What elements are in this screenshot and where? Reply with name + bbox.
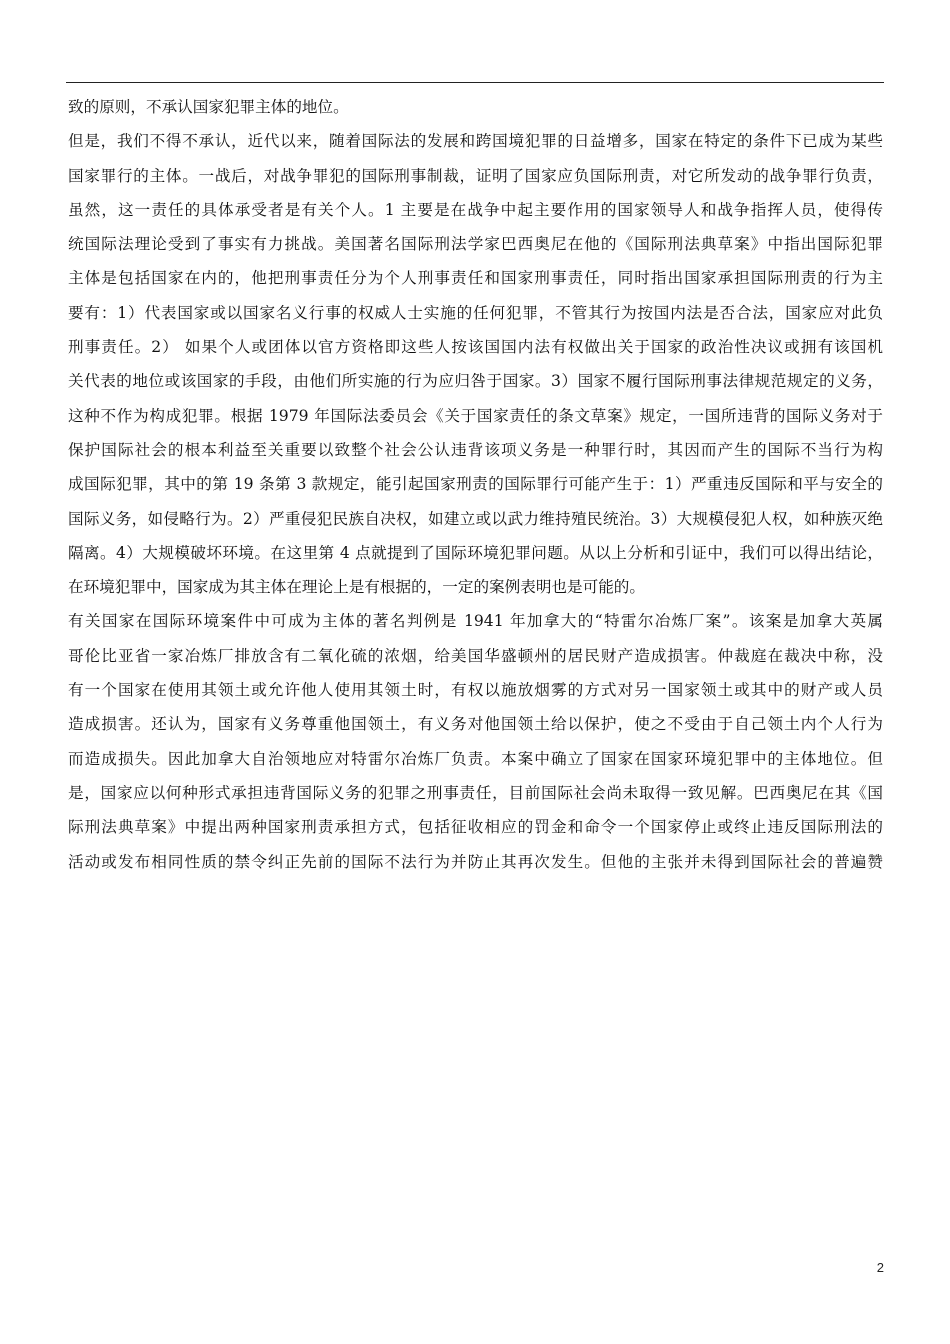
text-line-2: 但是，我们不得不承认，近代以来，随着国际法的发展和跨国境犯罪的日益增多，国家在特定的条件下已成为某些 <box>68 132 883 151</box>
text-line-16: 有关国家在国际环境案件中可成为主体的著名判例是 1941 年加拿大的“特雷尔冶炼厂案”。该案是加拿大英属 <box>68 612 883 631</box>
text-line-9: 关代表的地位或该国家的手段，由他们所实施的行为应归咎于国家。3）国家不履行国际刑事法律规范规定的义务， <box>68 372 883 391</box>
header-rule <box>66 82 884 83</box>
text-line-22: 际刑法典草案》中提出两种国家刑责承担方式，包括征收相应的罚金和命令一个国家停止或终止违反国际刑法的 <box>68 818 883 837</box>
text-line-6: 主体是包括国家在内的，他把刑事责任分为个人刑事责任和国家刑事责任，同时指出国家承担国际刑责的行为主 <box>68 269 883 288</box>
text-line-5: 统国际法理论受到了事实有力挑战。美国著名国际刑法学家巴西奥尼在他的《国际刑法典草案》中指出国际犯罪 <box>68 235 883 254</box>
text-line-7: 要有：1）代表国家或以国家名义行事的权威人士实施的任何犯罪，不管其行为按国内法是否合法，国家应对此负 <box>68 303 883 322</box>
text-line-4: 虽然，这一责任的具体承受者是有关个人。1 主要是在战争中起主要作用的国家领导人和战争指挥人员，使得传 <box>68 200 883 219</box>
text-line-23: 活动或发布相同性质的禁令纠正先前的国际不法行为并防止其再次发生。但他的主张并未得到国际社会的普遍赞 <box>68 852 883 871</box>
document-body <box>68 90 883 879</box>
text-line-20: 而造成损失。因此加拿大自治领地应对特雷尔冶炼厂负责。本案中确立了国家在国家环境犯罪中的主体地位。但 <box>68 749 883 768</box>
text-line-11: 保护国际社会的根本利益至关重要以致整个社会公认违背该项义务是一种罪行时，其因而产生的国际不当行为构 <box>68 440 883 459</box>
text-line-18: 有一个国家在使用其领土或允许他人使用其领土时，有权以施放烟雾的方式对另一国家领土或其中的财产或人员 <box>68 681 883 700</box>
text-line-21: 是，国家应以何种形式承担违背国际义务的犯罪之刑事责任，目前国际社会尚未取得一致见解。巴西奥尼在其《国 <box>68 783 883 802</box>
text-line-15: 在环境犯罪中，国家成为其主体在理论上是有根据的，一定的案例表明也是可能的。 <box>68 578 645 597</box>
text-line-3: 国家罪行的主体。一战后，对战争罪犯的国际刑事制裁，证明了国家应负国际刑责，对它所发动的战争罪行负责， <box>68 166 883 185</box>
page-number: 2 <box>876 1260 884 1275</box>
text-line-1: 致的原则，不承认国家犯罪主体的地位。 <box>68 98 349 116</box>
text-line-14: 隔离。4）大规模破坏环境。在这里第 4 点就提到了国际环境犯罪问题。从以上分析和引证中，我们可以得出结论， <box>68 543 883 562</box>
text-line-17: 哥伦比亚省一家冶炼厂排放含有二氧化硫的浓烟，给美国华盛顿州的居民财产造成损害。仲裁庭在裁决中称，没 <box>68 646 883 665</box>
text-line-19: 造成损害。还认为，国家有义务尊重他国领土，有义务对他国领土给以保护，使之不受由于自己领土内个人行为 <box>68 715 883 734</box>
text-line-8: 刑事责任。2） 如果个人或团体以官方资格即这些人按该国国内法有权做出关于国家的政治性决议或拥有该国机 <box>68 338 883 357</box>
text-line-10: 这种不作为构成犯罪。根据 1979 年国际法委员会《关于国家责任的条文草案》规定，一国所违背的国际义务对于 <box>68 406 883 425</box>
text-line-13: 国际义务，如侵略行为。2）严重侵犯民族自决权，如建立或以武力维持殖民统治。3）大规模侵犯人权，如种族灭绝 <box>68 509 883 528</box>
text-line-12: 成国际犯罪，其中的第 19 条第 3 款规定，能引起国家刑责的国际罪行可能产生于：1）严重违反国际和平与安全的 <box>68 475 883 494</box>
